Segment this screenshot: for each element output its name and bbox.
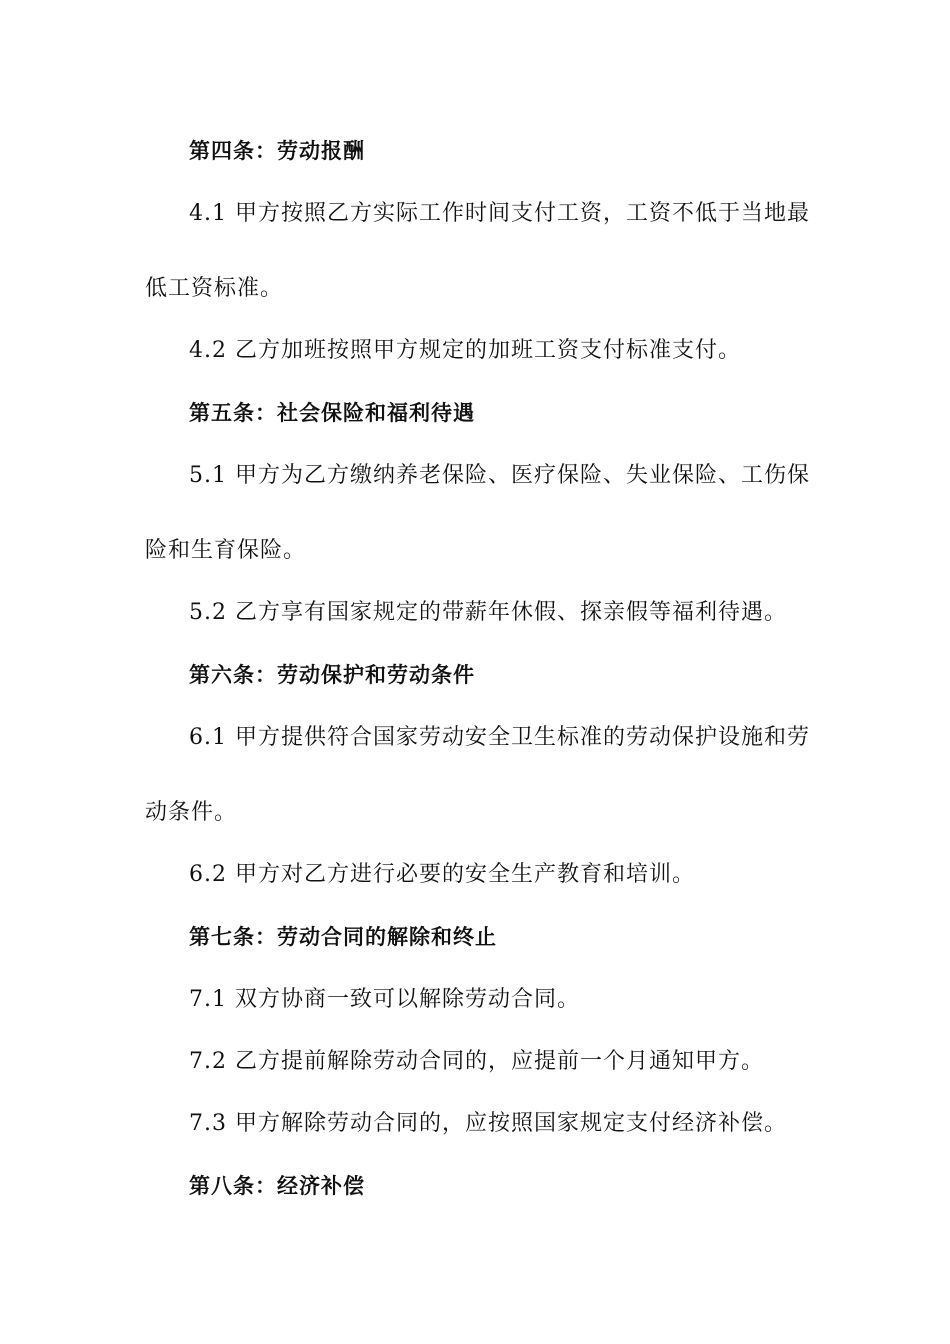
paragraph-line: 5.1 甲方为乙方缴纳养老保险、医疗保险、失业保险、工伤保 — [189, 463, 810, 488]
section-heading: 第七条：劳动合同的解除和终止 — [189, 925, 497, 949]
paragraph-line: 4.1 甲方按照乙方实际工作时间支付工资，工资不低于当地最 — [189, 201, 810, 226]
paragraph-line: 7.1 双方协商一致可以解除劳动合同。 — [189, 987, 580, 1012]
paragraph-line: 7.3 甲方解除劳动合同的，应按照国家规定支付经济补偿。 — [189, 1111, 787, 1136]
section-heading: 第八条：经济补偿 — [189, 1174, 365, 1198]
paragraph-line: 4.2 乙方加班按照甲方规定的加班工资支付标准支付。 — [189, 338, 741, 363]
section-heading: 第六条：劳动保护和劳动条件 — [189, 663, 475, 687]
paragraph-line: 6.1 甲方提供符合国家劳动安全卫生标准的劳动保护设施和劳 — [189, 725, 810, 750]
paragraph-line: 7.2 乙方提前解除劳动合同的，应提前一个月通知甲方。 — [189, 1049, 764, 1074]
paragraph-line: 5.2 乙方享有国家规定的带薪年休假、探亲假等福利待遇。 — [189, 600, 787, 625]
section-heading: 第四条：劳动报酬 — [189, 139, 365, 163]
paragraph-line: 动条件。 — [145, 800, 238, 825]
section-heading: 第五条：社会保险和福利待遇 — [189, 401, 475, 425]
paragraph-line: 低工资标准。 — [145, 276, 284, 301]
paragraph-line: 险和生育保险。 — [145, 538, 307, 563]
paragraph-line: 6.2 甲方对乙方进行必要的安全生产教育和培训。 — [189, 862, 695, 887]
